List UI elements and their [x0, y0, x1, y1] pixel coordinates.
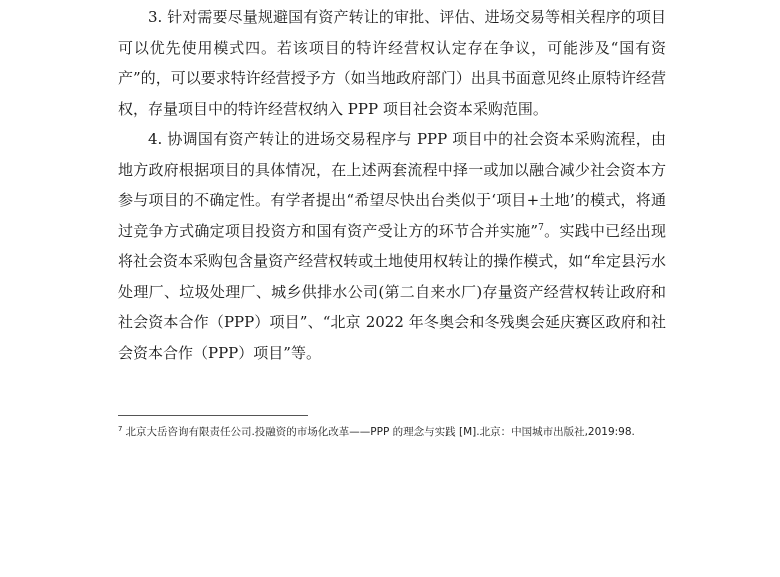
- paragraph-text: 3. 针对需要尽量规避国有资产转让的审批、评估、进场交易等相关程序的项目可以优先使用模式四。若该项目的特许经营权认定存在争议，可能涉及“国有资产”的，可以要求特许经营授予方（如当地政府部门）出具书面意见终止原特许经营权，存量项目中的特许经营权纳入 PPP 项目社会资本采购范围。: [118, 8, 666, 118]
- footnote-number: 7: [118, 424, 123, 433]
- footnote: [118, 424, 666, 441]
- footnote-divider: [118, 415, 308, 416]
- footnote-reference[interactable]: 7: [538, 222, 544, 233]
- footnote-text: 北京大岳咨询有限责任公司.投融资的市场化改革——PPP 的理念与实践 [M].北京：中国城市出版社,2019:98.: [125, 426, 635, 438]
- paragraph-text-after-ref: 。实践中已经出现将社会资本采购包含量资产经营权转或土地使用权转让的操作模式，如“牟定县污水处理厂、垃圾处理厂、城乡供排水公司(第二自来水厂)存量资产经营权转让政府和社会资本合作（PPP）项目”、“北京 2022 年冬奥会和冬残奥会延庆赛区政府和社会资本合作（PPP）项目”等。: [118, 221, 666, 362]
- paragraph-item-4: [118, 124, 666, 368]
- paragraph-text-before-ref: 4. 协调国有资产转让的进场交易程序与 PPP 项目中的社会资本采购流程，由地方政府根据项目的具体情况，在上述两套流程中择一或加以融合减少社会资本方参与项目的不确定性。有学者提出“希望尽快出台类似于‘项目+土地’的模式，将通过竞争方式确定项目投资方和国有资产受让方的环节合并实施”: [118, 130, 666, 240]
- paragraph-item-3: [118, 2, 666, 124]
